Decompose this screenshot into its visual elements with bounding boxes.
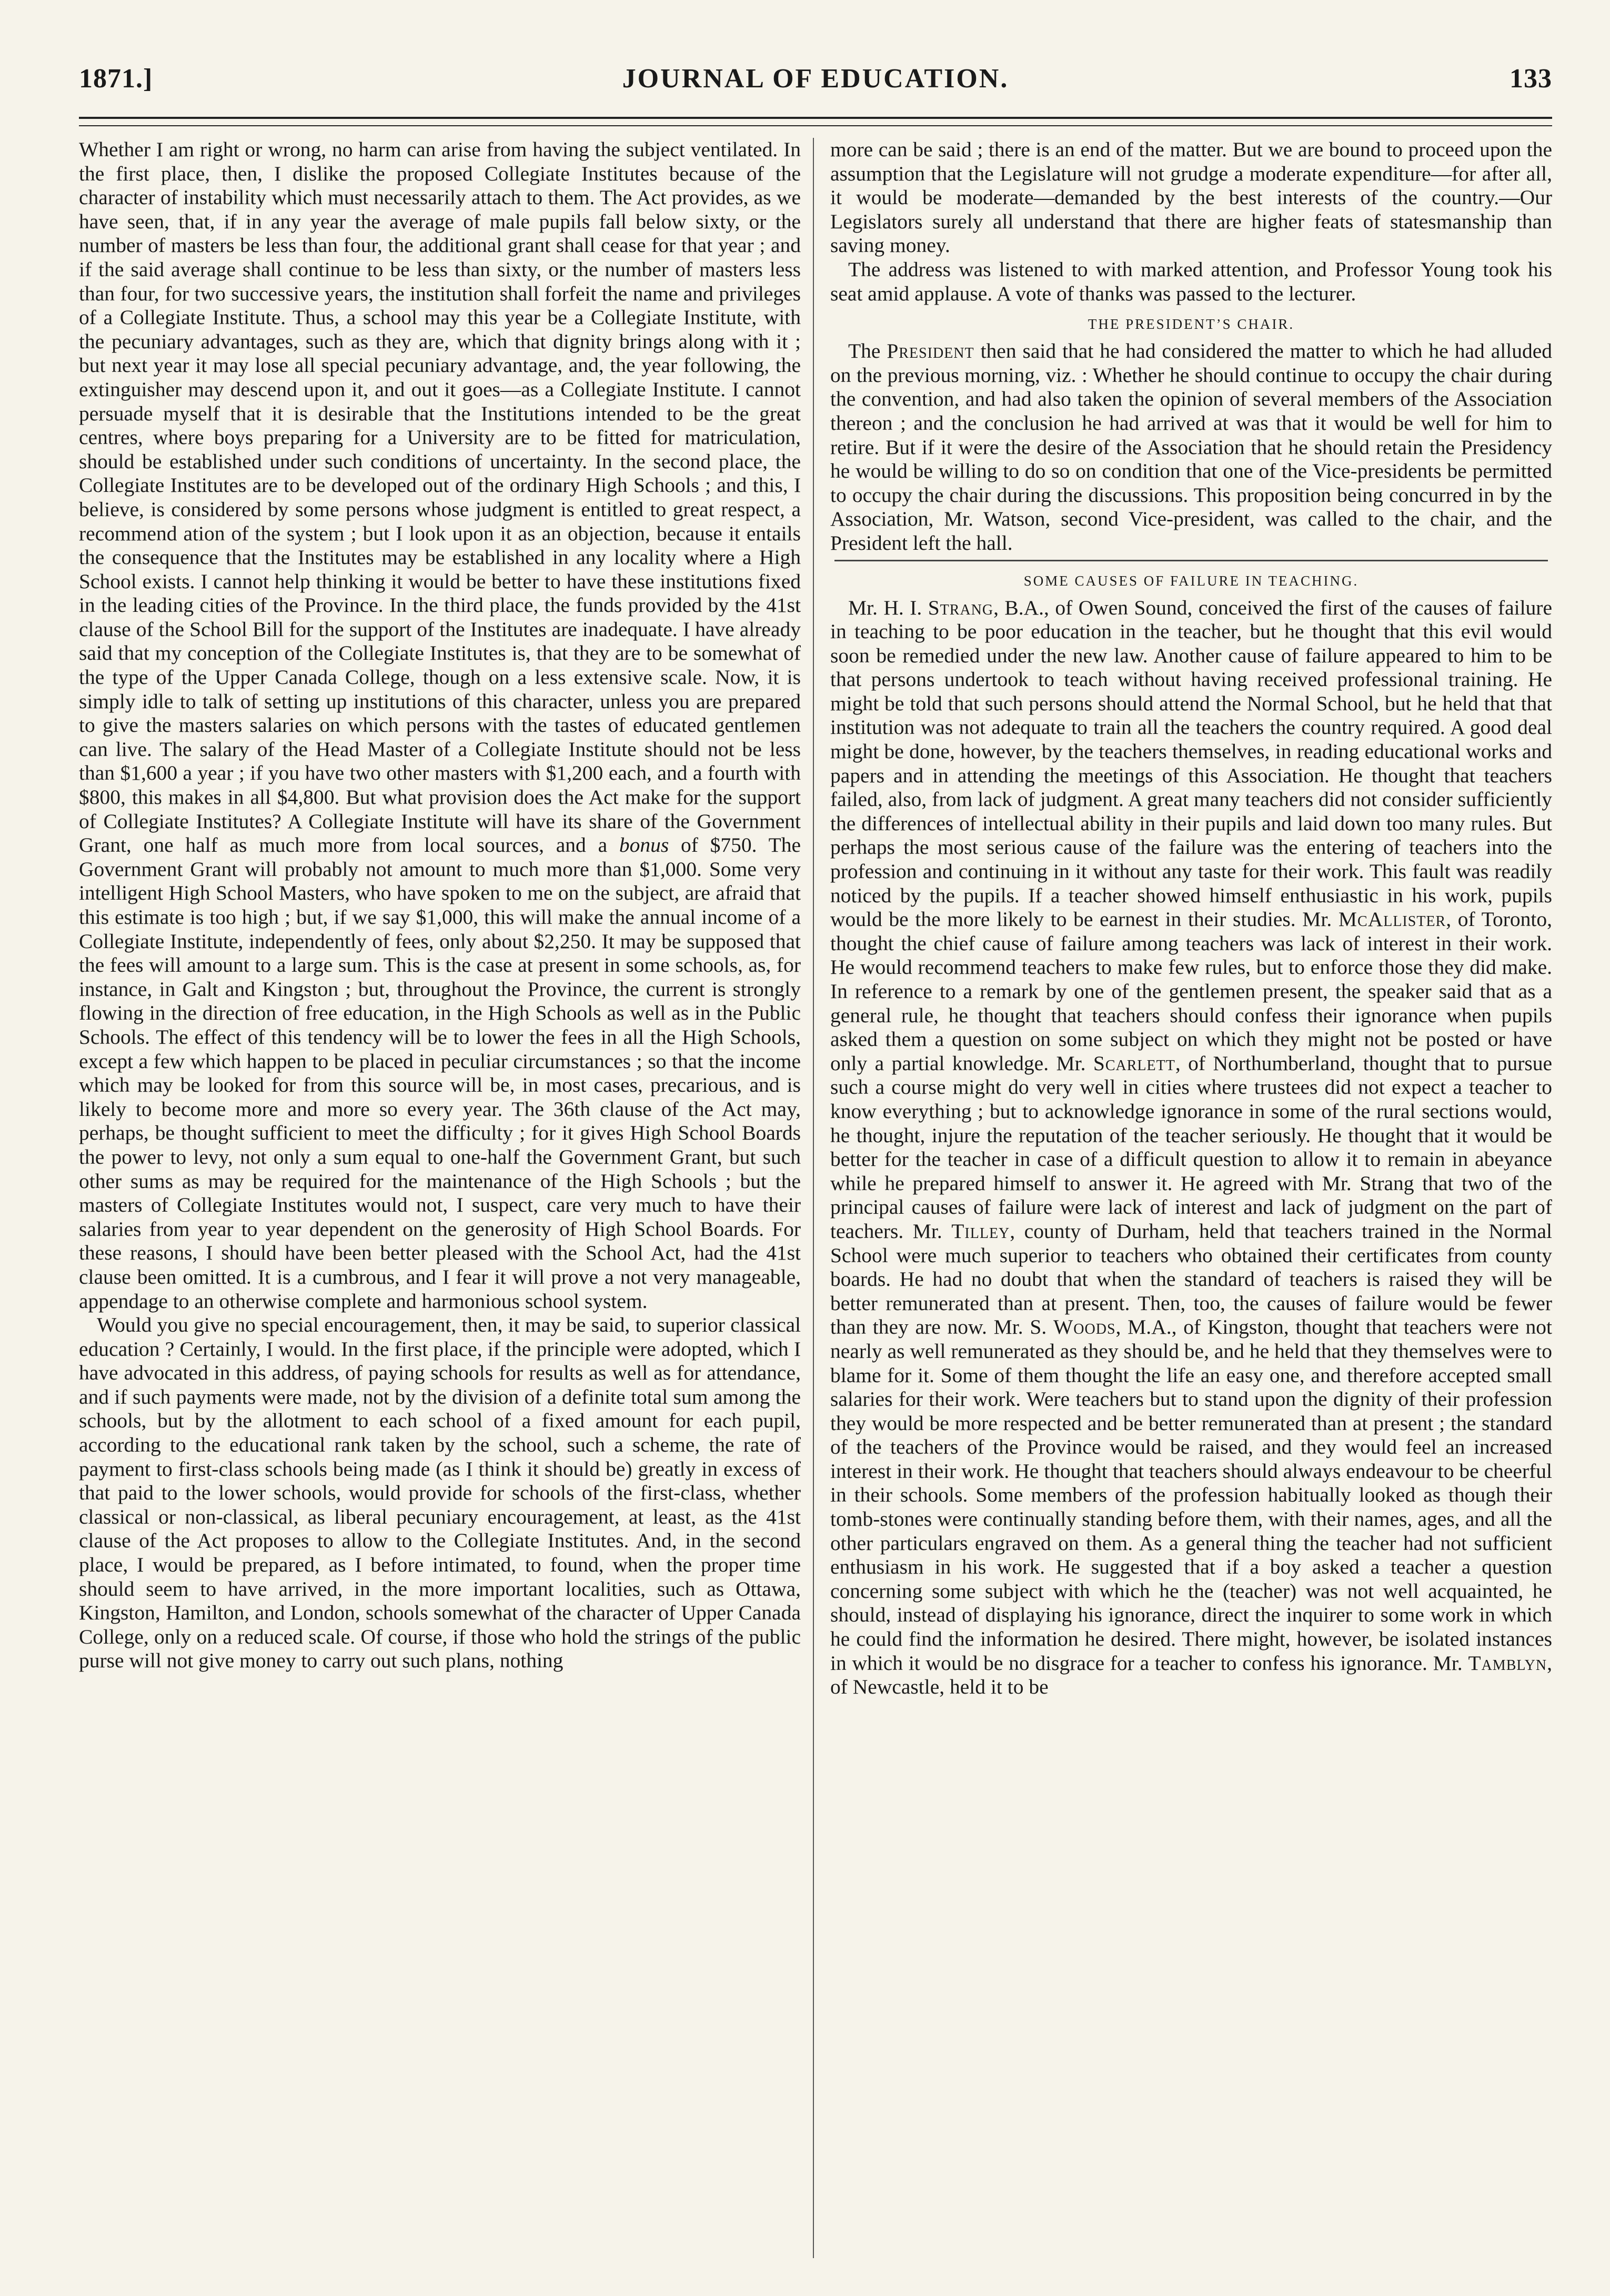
text-run: Mr. H. I. bbox=[848, 596, 928, 619]
text-run: Whether I am right or wrong, no harm can arise from having the subject ventilated. In the first place, then, I dislike the proposed Collegiate Institutes because of the character of instability which must necessarily attach to them. The Act provides, as we have seen, that, if in any year the average of male pupils fall below sixty, or the number of masters be less than four, the additional grant shall cease for that year ; and if the said average shall continue to be less than sixty, or the number of masters less than four, for two successive years, the institution shall forfeit the name and privileges of a Collegiate Institute. Thus, a school may this year be a Collegiate Institute, with the pecuniary advantages, such as they are, which that dignity brings along with it ; but next year it may lose all special pecuniary advantage, and, the year following, the extinguisher may descend upon it, and out it goes—as a Collegiate Institute. I cannot persuade myself that it is desirable that the Institutions intended to be the great centres, where boys preparing for a University are to be fitted for matriculation, should be established under such conditions of uncertainty. In the second place, the Collegiate Institutes are to be developed out of the ordinary High Schools ; and this, I believe, is considered by some persons whose judgment is entitled to great respect, a recommend ation of the system ; but I look upon it as an objection, because it entails the consequence that the Institutes may be established in any locality where a High School exists. I cannot help thinking it would be better to have these institutions fixed in the leading cities of the Province. In the third place, the funds provided by the 41st clause of the School Bill for the support of the Institutes are inadequate. I have already said that my conception of the Collegiate Institutes is, that they are to be somewhat of the type of the Upper Canada College, though on a less extensive scale. Now, it is simply idle to talk of setting up institutions of this character, unless you are prepared to give the masters salaries on which persons with the tastes of educated gentlemen can live. The salary of the Head Master of a Collegiate Institute should not be less than $1,600 a year ; if you have two other masters with $1,200 each, and a fourth with $800, this makes in all $4,800. But what provision does the Act make for the support of Collegiate Institutes? A Collegiate Institute will have its share of the Government Grant, one half as much more from local sources, and a bbox=[79, 138, 801, 857]
speaker-name: Tamblyn bbox=[1468, 1651, 1547, 1675]
paragraph: more can be said ; there is an end of the matter. But we are bound to proceed upon the assumption that the Legislature will not grudge a moderate expenditure—for after all, it would be moderate—demanded by the best interests of the country.—Our Legislators surely all understand that there are higher feats of statesmanship than saving money. bbox=[830, 138, 1552, 257]
speaker-name: Scarlett bbox=[1093, 1051, 1175, 1075]
speaker-name: Strang bbox=[928, 596, 994, 619]
text-run: , of Toronto, thought the chief cause of failure among teachers was lack of interest in their work. He would recommend teachers to make few rules, but to enforce those they did make. In reference to a remark by one of the gentlemen present, the speaker said that as a general rule, he thought that teachers should confess their ignorance when pupils asked them a question on some subject on which they might not be posted or have only a partial knowledge. Mr. bbox=[830, 908, 1552, 1075]
section-heading: SOME CAUSES OF FAILURE IN TEACHING. bbox=[1023, 572, 1359, 589]
header-rule bbox=[79, 117, 1552, 126]
italic-text: bonus bbox=[619, 833, 669, 857]
column-divider bbox=[813, 138, 814, 2258]
paragraph bbox=[830, 339, 1552, 555]
paragraph: The address was listened to with marked attention, and Professor Young took his seat amid applause. A vote of thanks was passed to the lecturer. bbox=[830, 257, 1552, 305]
paragraph: Would you give no special encouragement, then, it may be said, to superior classical education ? Certainly, I would. In the first place, if the principle were adopted, which I have advocated in this address, of paying schools for results as well as for attendance, and if such payments were made, not by the division of a definite total sum among the schools, but by the allotment to each school of a fixed amount for each pupil, according to the educational rank taken by the school, such a scheme, the rate of payment to first-class schools being made (as I think it should be) greatly in excess of that paid to the lower schools, would provide for schools of the first-class, whether classical or non-classical, as liberal pecuniary encouragement, at least, as the 41st clause of the Act proposes to allow to the Collegiate Institutes. And, in the second place, I would be prepared, as I before intimated, to found, when the proper time should seem to have arrived, in the more important localities, such as Ottawa, Kingston, Hamilton, and London, schools somewhat of the character of Upper Canada College, only on a reduced scale. Of course, if those who hold the strings of the public purse will not give money to carry out such plans, nothing bbox=[79, 1313, 801, 1673]
section-heading: THE PRESIDENT’S CHAIR. bbox=[1088, 316, 1295, 333]
text-run: , of Newcastle, held it to be bbox=[830, 1651, 1552, 1699]
left-column bbox=[79, 138, 801, 2263]
speaker-name: McAllister bbox=[1338, 908, 1446, 931]
paragraph bbox=[79, 138, 801, 1313]
text-run: of $750. The Government Grant will probably not amount to much more than $1,000. Some very intelligent High School Masters, who have spoken to me on the subject, are afraid that this estimate is too high ; but, if we say $1,000, this will make the annual income of a Collegiate Institute, independently of fees, only about $2,250. It may be supposed that the fees will amount to a large sum. This is the case at present in some schools, as, for instance, in Galt and Kingston ; but, throughout the Province, the current is strongly flowing in the direction of free education, in the High Schools as well as in the Public Schools. The effect of this tendency will be to lower the fees in all the High Schools, except a few which happen to be placed in peculiar circumstances ; so that the income which may be looked for from this source will be, in most cases, precarious, and is likely to become more and more so every year. The 36th clause of the Act may, perhaps, be thought sufficient to meet the difficulty ; for it gives High School Boards the power to levy, not only a sum equal to one-half the Government Grant, but such other sums as may be required for the maintenance of the High Schools ; but the masters of Collegiate Institutes would not, I suspect, care very much to have their salaries from year to year dependent on the generosity of High School Boards. For these reasons, I should have been better pleased with the School Act, had the 41st clause been omitted. It is a cumbrous, and I fear it will prove a not very manageable, appendage to an otherwise complete and harmonious school system. bbox=[79, 833, 801, 1313]
page-number: 133 bbox=[1510, 64, 1552, 94]
text-run: , of Northumberland, thought that to pursue such a course might do very well in cities where trustees did not expect a teacher to know everything ; but to acknowledge ignorance in some of the rural sections would, he thought, injure the reputation of the teacher seriously. He thought that it would be better for the teacher in case of a difficult question to allow it to remain in abeyance while he prepared himself to answer it. He agreed with Mr. Strang that two of the principal causes of failure were lack of interest and lack of judgment on the part of teachers. Mr. bbox=[830, 1051, 1552, 1243]
text-run: The bbox=[848, 339, 887, 363]
header-year: 1871.] bbox=[79, 64, 153, 94]
journal-title: JOURNAL OF EDUCATION. bbox=[622, 64, 1009, 94]
text-run: then said that he had considered the matter to which he had alluded on the previous morning, viz. : Whether he should continue to occupy the chair during the convention, and had also taken the opinion of several members of the Association thereon ; and the conclusion he had arrived at was that it would be well for him to retire. But if it were the desire of the Association that he should retain the Presidency he would be willing to do so on condition that one of the Vice-presidents be permitted to occupy the chair during the discussions. This proposition being concurred in by the Association, Mr. Watson, second Vice-president, was called to the chair, and the President left the hall. bbox=[830, 339, 1552, 555]
text-run: , county of Durham, held that teachers trained in the Normal School were much superior to teachers who obtained their certificates from county boards. He had no doubt that when the standard of teachers is raised they will be better remunerated than at present. Then, too, the causes of failure would be fewer than they are now. Mr. S. bbox=[830, 1219, 1552, 1339]
right-column bbox=[830, 138, 1552, 2263]
text-run: , M.A., of Kingston, thought that teachers were not nearly as well remunerated as they should be, and he held that they themselves were to blame for it. Some of them thought the life an easy one, and therefore accepted small salaries for their work. Were teachers but to stand upon the dignity of their profession they would be more respected and be better remunerated than at present ; the standard of the teachers of the Province would be raised, and they would feel an increased interest in their work. He thought that teachers should always endeavour to be cheerful in their schools. Some members of the profession habitually looked as though their tomb-stones were continually standing before them, with their names, ages, and all the other particulars engraved on them. As a general thing the teacher had not sufficient enthusiasm in his work. He suggested that if a boy asked a teacher a question concerning some subject with which he the (teacher) was not well acquainted, he should, instead of displaying his ignorance, direct the inquirer to some work in which he could find the information he desired. There might, however, be isolated instances in which it would be no disgrace for a teacher to confess his ignorance. Mr. bbox=[830, 1315, 1552, 1675]
paragraph bbox=[830, 596, 1552, 1699]
speaker-name: President bbox=[887, 339, 974, 363]
page-header bbox=[79, 63, 1552, 105]
section-divider bbox=[834, 560, 1548, 561]
speaker-name: Tilley bbox=[951, 1219, 1010, 1243]
speaker-name: Woods bbox=[1053, 1315, 1116, 1339]
text-run: , B.A., of Owen Sound, conceived the first of the causes of failure in teaching to be poor education in the teacher, but he thought that this evil would soon be remedied under the new law. Another cause of failure appeared to him to be that persons undertook to teach without having received professional training. He might be told that such persons should attend the Normal School, but he held that that institution was not adequate to train all the teachers the country required. A good deal might be done, however, by the teachers themselves, in reading educational works and papers and in attending the meetings of this Association. He thought that teachers failed, also, from lack of judgment. A great many teachers did not consider sufficiently the differences of intellectual ability in their pupils and laid down too many rules. But perhaps the most serious cause of the failure was the entering of teachers into the profession and continuing in it without any taste for their work. This fault was readily noticed by the pupils. If a teacher showed himself enthusiastic in his work, pupils would be the more likely to be earnest in their studies. Mr. bbox=[830, 596, 1552, 931]
